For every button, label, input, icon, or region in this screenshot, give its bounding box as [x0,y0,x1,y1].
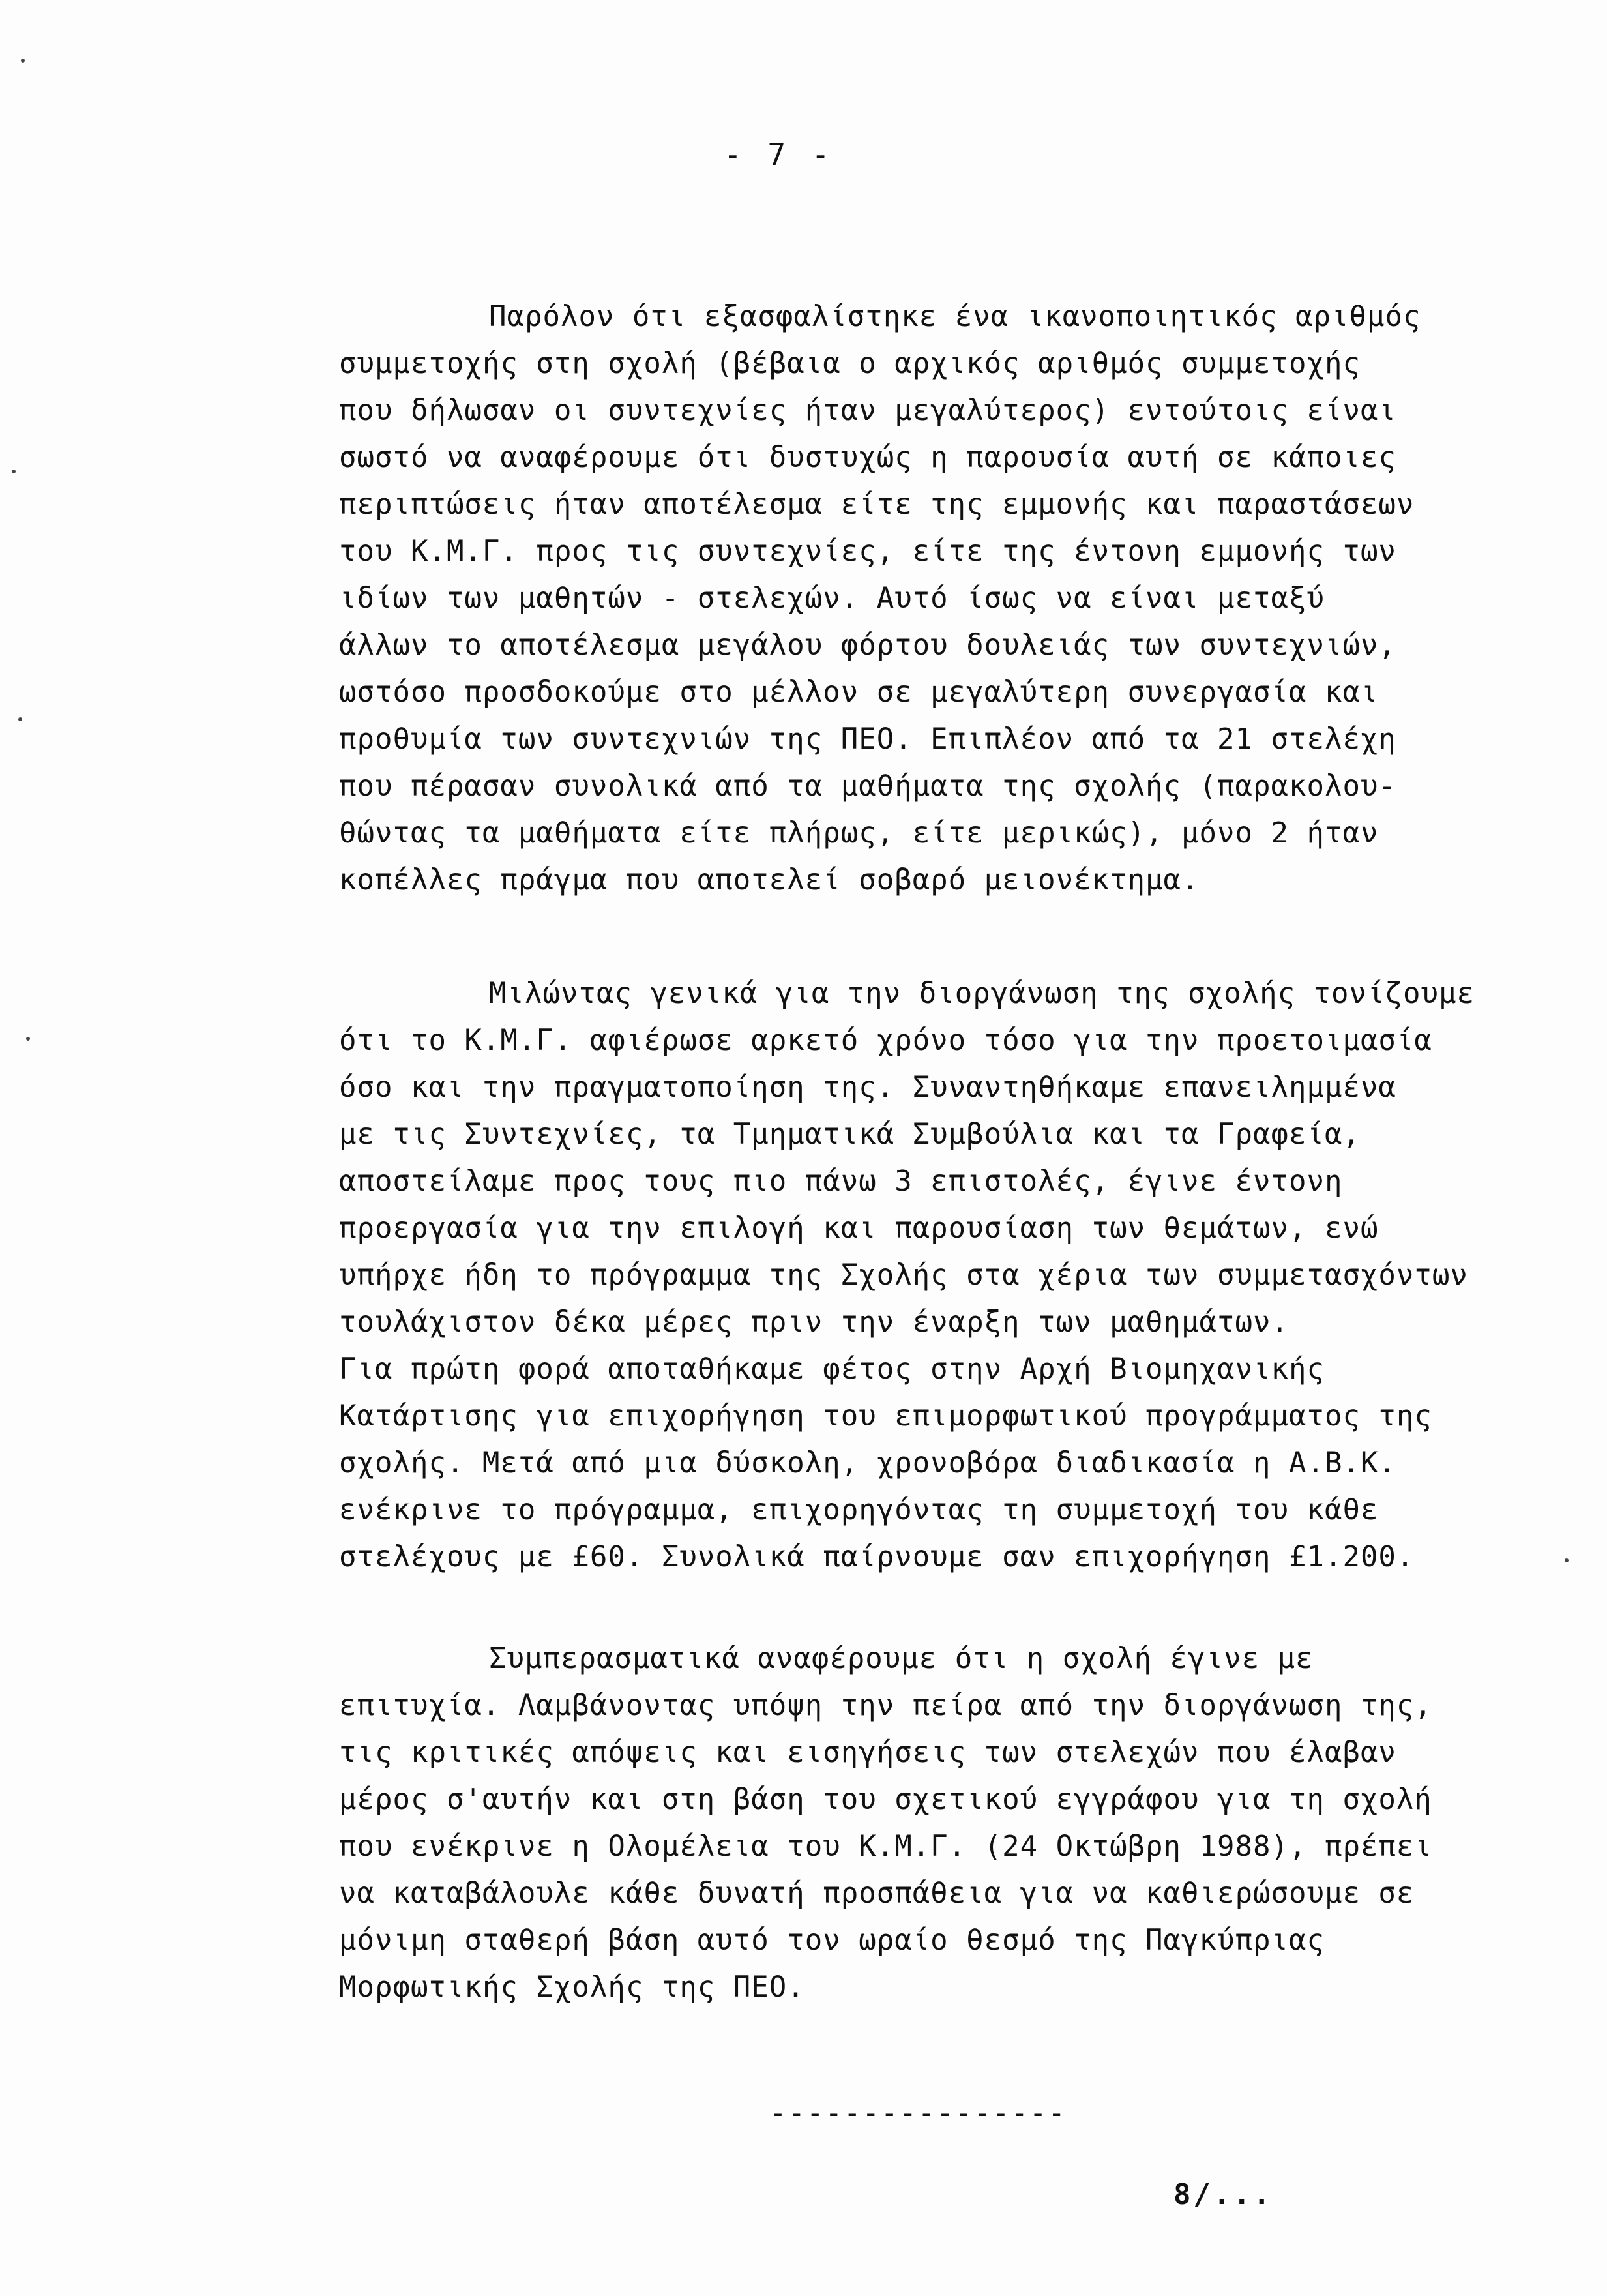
text-line: όσο και την πραγματοποίηση της. Συναντηθήκαμε επανειλημμένα [339,1071,1396,1104]
text-line: προθυμία των συντεχνιών της ΠΕΟ. Επιπλέον από τα 21 στελέχη [339,723,1396,756]
text-line: του Κ.Μ.Γ. προς τις συντεχνίες, είτε της έντονη εμμονής των [339,535,1396,568]
scan-speck [21,59,25,63]
text-line: συμμετοχής στη σχολή (βέβαια ο αρχικός αριθμός συμμετοχής [339,347,1361,380]
text-line: μέρος σ'αυτήν και στη βάση του σχετικού εγγράφου για τη σχολή [339,1783,1432,1816]
text-line: Κατάρτισης για επιχορήγηση του επιμορφωτικού προγράμματος της [339,1399,1432,1433]
text-line: σωστό να αναφέρουμε ότι δυστυχώς η παρουσία αυτή σε κάποιες [339,441,1396,474]
scan-speck [12,470,16,473]
paragraph-1 [339,293,1512,904]
text-line: που δήλωσαν οι συντεχνίες ήταν μεγαλύτερος) εντούτοις είναι [339,394,1396,427]
text-line: ωστόσο προσδοκούμε στο μέλλον σε μεγαλύτερη συνεργασία και [339,676,1379,709]
text-line: να καταβάλουλε κάθε δυνατή προσπάθεια για να καθιερώσουμε σε [339,1877,1415,1910]
text-line: κοπέλλες πράγμα που αποτελεί σοβαρό μειονέκτημα. [339,863,1200,897]
scan-speck [26,1037,30,1041]
text-line: θώντας τα μαθήματα είτε πλήρως, είτε μερικώς), μόνο 2 ήταν [339,816,1379,850]
text-line: τουλάχιστον δέκα μέρες πριν την έναρξη των μαθημάτων. [339,1305,1289,1339]
text-line: άλλων το αποτέλεσμα μεγάλου φόρτου δουλειάς των συντεχνιών, [339,629,1396,662]
text-line: υπήρχε ήδη το πρόγραμμα της Σχολής στα χέρια των συμμετασχόντων [339,1259,1468,1292]
scan-speck [18,717,22,721]
text-line: μόνιμη σταθερή βάση αυτό τον ωραίο θεσμό της Παγκύπριας [339,1924,1325,1957]
text-line: τις κριτικές απόψεις και εισηγήσεις των στελεχών που έλαβαν [339,1736,1396,1769]
text-line: ότι το Κ.Μ.Γ. αφιέρωσε αρκετό χρόνο τόσο για την προετοιμασία [339,1024,1432,1057]
text-line: ιδίων των μαθητών - στελεχών. Αυτό ίσως να είναι μεταξύ [339,582,1325,615]
paragraph-3 [339,1635,1512,2011]
text-line: ενέκρινε το πρόγραμμα, επιχορηγόντας τη συμμετοχή του κάθε [339,1493,1379,1527]
text-line: Μορφωτικής Σχολής της ΠΕΟ. [339,1971,805,2004]
text-line: Παρόλον ότι εξασφαλίστηκε ένα ικανοποιητικός αριθμός [489,300,1421,333]
text-line: προεργασία για την επιλογή και παρουσίαση των θεμάτων, ενώ [339,1212,1379,1245]
text-line: που ενέκρινε η Ολομέλεια του Κ.Μ.Γ. (24 Οκτώβρη 1988), πρέπει [339,1830,1432,1863]
text-line: στελέχους με £60. Συνολικά παίρνουμε σαν επιχορήγηση £1.200. [339,1540,1415,1573]
text-line: περιπτώσεις ήταν αποτέλεσμα είτε της εμμονής και παραστάσεων [339,488,1415,521]
text-line: που πέρασαν συνολικά από τα μαθήματα της σχολής (παρακολου- [339,769,1396,803]
text-line: Μιλώντας γενικά για την διοργάνωση της σχολής τονίζουμε [489,977,1475,1010]
text-line: επιτυχία. Λαμβάνοντας υπόψη την πείρα από την διοργάνωση της, [339,1689,1432,1722]
text-line: με τις Συντεχνίες, τα Τμηματικά Συμβούλια και τα Γραφεία, [339,1118,1361,1151]
text-line: Για πρώτη φορά αποταθήκαμε φέτος στην Αρχή Βιομηχανικής [339,1352,1325,1386]
text-line: σχολής. Μετά από μια δύσκολη, χρονοβόρα διαδικασία η Α.Β.Κ. [339,1446,1396,1480]
text-line: αποστείλαμε προς τους πιο πάνω 3 επιστολές, έγινε έντονη [339,1165,1343,1198]
paragraph-2 [339,970,1512,1581]
text-line: Συμπερασματικά αναφέρουμε ότι η σχολή έγινε με [489,1642,1314,1675]
scan-speck [1565,1558,1569,1562]
section-divider: ---------------- [769,2096,1067,2130]
page-number: - 7 - [724,137,834,172]
continuation-marker: 8/... [1173,2178,1273,2211]
